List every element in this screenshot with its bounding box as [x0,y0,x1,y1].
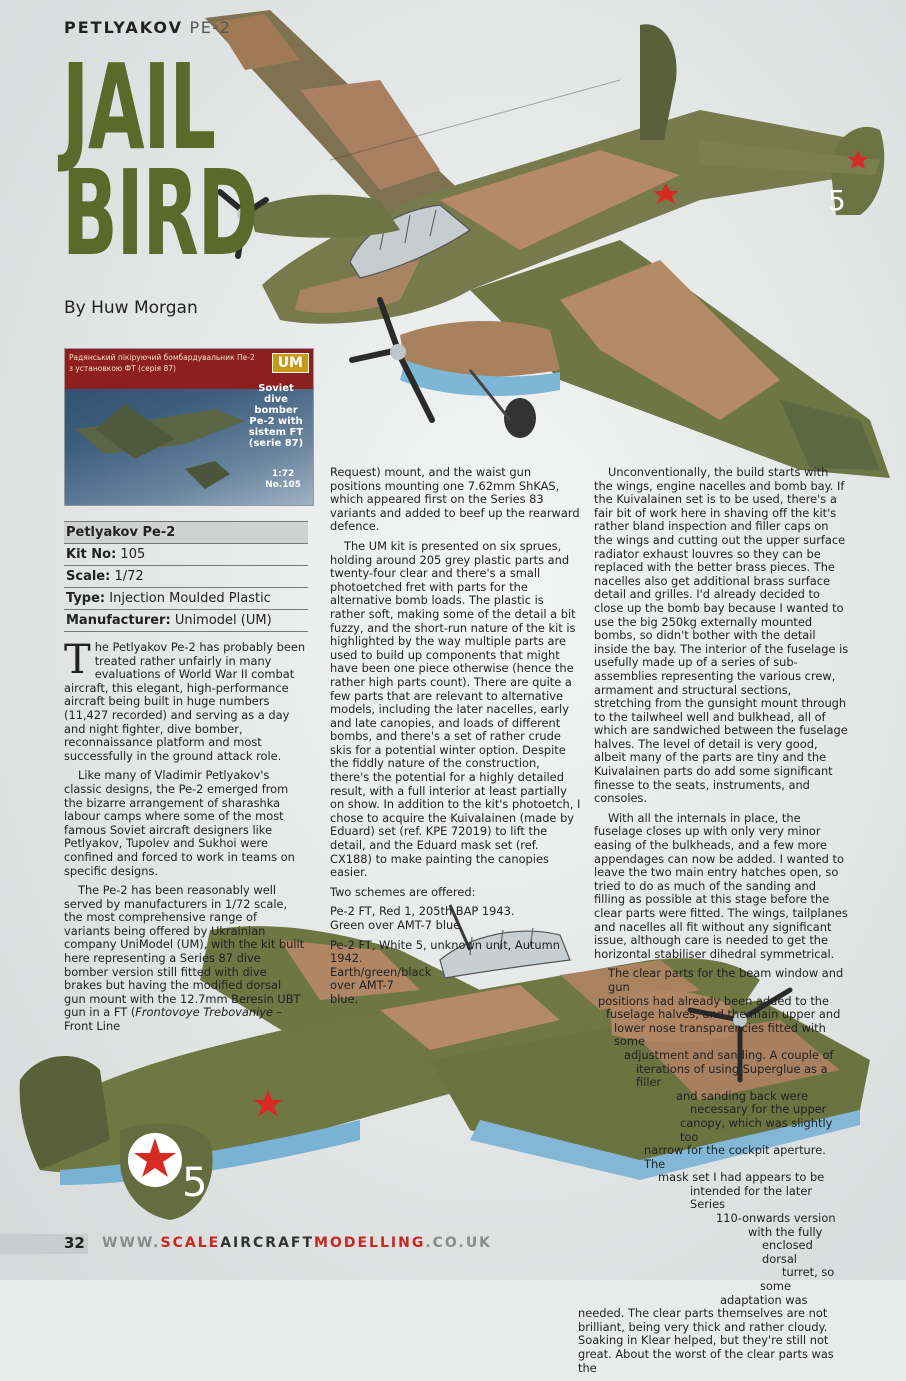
wrap-line: narrow for the cockpit aperture. The [644,1143,826,1171]
paragraph: With all the internals in place, the fuselage closes up with only very minor easing of the bulkheads, and a few more appendages can now be added. I wanted to leave the two main entry hatches open, so tried to do as much of the sanding and filling as possible at this stage before the clear parts were fitted. The wings, tailplanes and nacelles all fit without any significant issue, although care is needed to get the horizontal stabiliser dihedral symmetrical. [594,810,848,961]
box-art-line-1: Радянський пікіруючий бомбардувальник Пе-2 [69,353,255,362]
um-logo: UM [272,353,309,373]
wrap-line: fuselage halves, and the main upper and [606,1007,841,1022]
body-column-2 [330,466,582,1013]
wrap-line: adaptation was [720,1292,808,1307]
spec-value: 105 [120,547,146,562]
spec-row [64,609,308,632]
url-part: AIRCRAFT [220,1235,315,1251]
box-kit-number: No.105 [265,480,301,490]
paragraph: needed. The clear parts themselves are not brilliant, being very thick and rather cloudy. Soaking in Klear helped, but they're still not great. About the worst of the clear parts was the [578,1306,834,1375]
header-bold: PETLYAKOV [64,18,183,37]
wrap-line: adjustment and sanding. A couple of [624,1047,834,1062]
spec-table [64,521,308,632]
header-sub: PE-2 [189,18,232,37]
wrap-line: positions had already been added to the [598,993,830,1008]
body-column-3 [578,465,850,1381]
url-part: SCALE [160,1235,221,1251]
box-art-scale [265,469,301,491]
paragraph: Two schemes are offered: [330,884,476,899]
wrap-line: 110-onwards version [716,1211,836,1226]
byline: By Huw Morgan [64,298,198,318]
page-number: 32 [64,1234,85,1252]
scheme-line: Earth/green/black [330,964,432,979]
scheme-line: blue. [330,991,359,1006]
box-scale-value: 1:72 [271,469,295,479]
spec-label: Type: [66,591,106,606]
scheme-2 [330,939,582,1007]
kit-box-art [64,348,314,506]
box-art-line-2: з установкою ФТ (серія 87) [69,364,176,373]
spec-value: 1/72 [114,569,144,584]
drop-cap: T [64,637,91,683]
spec-row [64,543,308,565]
spec-label: Kit No: [66,547,117,562]
wrap-line: lower nose transparencies fitted with some [614,1020,826,1049]
article-title [62,38,258,282]
scheme-line: Pe-2 FT, Red 1, 205th BAP 1943. [330,904,515,919]
paragraph: The UM kit is presented on six sprues, holding around 205 grey plastic parts and twenty-four clear and there's a small photoetched fret with parts for the alternative bomb loads. The plastic is rather soft, making some of the detail a bit fuzzy, and the short-run nature of the kit is highlighted by the way multiple parts are used to build up components that might have been one piece otherwise (hence the rather high parts count). There are quite a few parts that are relevant to alternative models, including the later nacelles, early and late canopies, and loads of different bombs, and there's a set of rather crude skis for a potential winter option. Despite the fiddly nature of the construction, there's the potential for a highly detailed result, with a full interior at least partially on show. In addition to the kit's photoetch, I chose to acquire the Kuivalainen (made by Eduard) set (ref. KPE 72019) to lift the detail, and the Eduard mask set (ref. CX188) to make painting the canopies easier. [330,538,581,880]
paragraph: Like many of Vladimir Petlyakov's classic designs, the Pe-2 emerged from the bizarre arrangement of sharashka labour camps where some of the most famous Soviet aircraft designers like Petlyakov, Tupolev and Sukhoi were confined and forced to work in teams on specific designs. [64,768,295,878]
scheme-line: Pe-2 FT, White 5, unknown unit, Autumn 1942. [330,937,560,966]
spec-value: Unimodel (UM) [174,613,272,628]
paragraph [64,637,306,763]
wrap-line: intended for the later Series [690,1183,813,1212]
paragraph [64,884,306,1034]
title-line-1: JAIL [62,38,215,176]
url-part: WWW. [102,1235,161,1251]
paragraph-text: – Front Line [64,1005,283,1034]
url-part: MODELLING [314,1235,426,1251]
wrap-line: canopy, which was slightly too [680,1115,833,1144]
spec-row [64,565,308,587]
website-url[interactable] [102,1235,492,1251]
wrap-line: necessary for the upper [690,1102,827,1117]
body-column-1 [64,637,306,1040]
wrap-line: iterations of using Superglue as a filler [636,1061,828,1090]
scheme-1 [330,905,582,932]
wrap-line: and sanding back were [676,1088,809,1103]
scheme-line: Green over AMT-7 blue [330,918,461,932]
scheme-line: over AMT-7 [330,978,394,993]
title-line-2: BIRD [62,144,258,282]
bottom-tail-number: 5 [182,1160,208,1206]
wrap-line: enclosed dorsal [762,1238,813,1266]
running-header [64,18,231,37]
paragraph-text: The Pe-2 has been reasonably well served by manufacturers in 1/72 scale, the most comprehensive range of variants being offered by Ukrainian company UniModel (UM), with the kit built here representing a Series 87 dive bomber version still fitted with dive brakes but having the modified dorsal gun mount with the 12.7mm Beresin UBT gun in a FT ( [64,883,305,1020]
paragraph: Unconventionally, the build starts with the wings, engine nacelles and bomb bay. If the Kuivalainen set is to be used, there's a fair bit of work here in shaving off the kit's rather bland inspection and filler caps on the wings and cutting out the upper surface radiator exhaust louvres so they can be replaced with the better brass pieces. The nacelles also get additional brass surface detail and grilles. I'd already decided to close up the bomb bay because I wanted to use the big 250kg externally mounted bombs, so didn't bother with the detail inside the bay. The interior of the fuselage is usefully made up of a series of sub-assemblies representing the various crew, armament and structural sections, stretching from the gunsight mount through to the tailwheel well and bulkhead, all of which are sandwiched between the fuselage halves. The level of detail is very good, albeit many of the parts are tiny and the Kuivalainen parts do add some significant finesse to the seats, instruments, and consoles. [594,465,849,806]
wrap-line: some [760,1279,792,1294]
paragraph-italic: Frontovoye Trebovaniye [135,1005,274,1020]
spec-value: Injection Moulded Plastic [109,591,271,606]
wrap-line: The clear parts for the beam window and gun [608,966,844,994]
url-part: .CO.UK [425,1235,493,1251]
paragraph-text: he Petlyakov Pe-2 has probably been treated rather unfairly in many evaluations of World War II combat aircraft, this elegant, high-performance aircraft being built in huge numbers (11,427 recorded) and serving as a day and night fighter, dive bomber, reconnaissance platform and most successfully in the ground attack role. [64,640,306,763]
spec-label: Scale: [66,569,111,584]
wrap-line: turret, so [782,1265,835,1280]
box-art-description: Soviet dive bomber Pe-2 with sistem FT (serie 87) [248,383,304,449]
spec-label: Manufacturer: [66,613,171,628]
wrap-line: with the fully [748,1224,823,1239]
spec-row [64,587,308,609]
top-tail-number: 5 [828,184,846,217]
wrap-line: mask set I had appears to be [658,1170,825,1185]
paragraph: Request) mount, and the waist gun positions mounting one 7.62mm ShKAS, which appeared first on the Series 83 variants and added to beef up the rearward defence. [330,465,580,534]
spec-title: Petlyakov Pe-2 [64,521,308,543]
wrapped-paragraph [594,967,850,1307]
